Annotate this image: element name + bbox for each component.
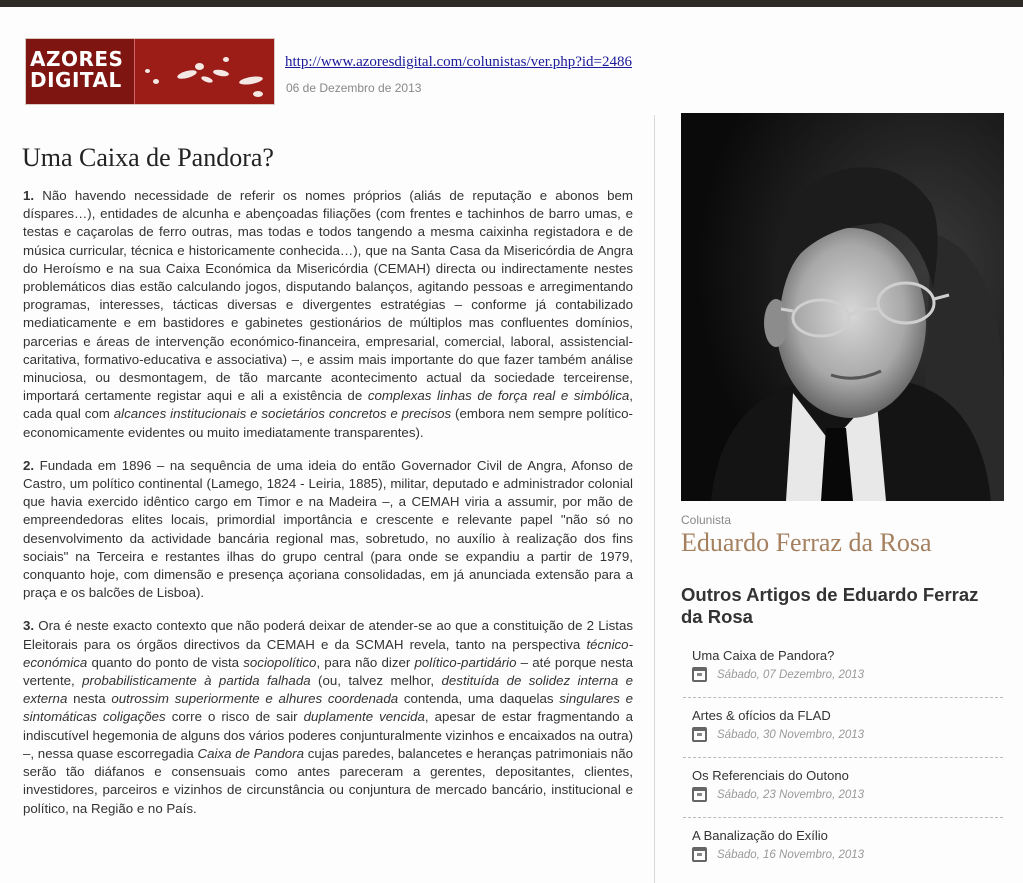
article-paragraph-2: 2. Fundada em 1896 – na sequência de uma ideia do então Governador Civil de Angra, Afonso de Castro, um político continental (Lamego, 1824 - Leiria, 1885), militar, deputado e administrador colonial que havia exercido idêntico cargo em Timor e na Madeira –, a CEMAH viria a assumir, por mão de empreendedoras elites locais, primordial importância e crescente e relevante papel "não só no desenvolvimento da actividade bancária regional mas, sobretudo, no auxílio à realização dos fins sociais" na Terceira e restantes ilhas do grupo central (para onde se expandiu a partir de 1979, conquanto hoje, com dimensão e presença açoriana consolidadas, em já anunciada extensão para a praça e os balcões de Lisboa). <box>23 457 633 601</box>
article-date: Sábado, 07 Dezembro, 2013 <box>692 667 1003 682</box>
list-item[interactable] <box>683 698 1003 758</box>
top-bar <box>0 0 1023 7</box>
calendar-icon <box>692 847 707 862</box>
other-articles-list <box>683 638 1003 878</box>
article-paragraph-1: 1. Não havendo necessidade de referir os nomes próprios (aliás de reputação e abonos bem díspares…), entidades de alcunha e abençoadas filiações (com frentes e tachinhos de barro umas, e testas e caçarolas de ferro outras, mas todas e todos tangendo a mesma caixinha registadora e de música curricular, técnica e historicamente conhecida…), que na Santa Casa da Misericórdia de Angra do Heroísmo e na sua Caixa Económica da Misericórdia (CEMAH) directa ou indirectamente nestes problemáticos dias estão calculando jogos, disputando balanços, agitando pessoas e arregimentando programas, interesses, tácticas diversas e divergentes estratégias – conforme já contabilizado mediaticamente e em bastidores e gabinetes gestionários de múltiplos mas confluentes domínios, parcerias e áreas de intervenção económico-financeira, empresarial, comercial, laboral, assistencial-caritativa, formativo-educativa e associativa) –, e assim mais importante do que fazer também análise minuciosa, ou desmontagem, de tão marcante acontecimento actual da sociedade terceirense, importará certamente registar aqui e ali a existência de complexas linhas de força real e simbólica, cada qual com alcances institucionais e societários concretos e precisos (embora nem sempre político-economicamente evidentes ou muito imediatamente transparentes). <box>23 188 633 440</box>
logo-text <box>26 39 134 104</box>
article-date: Sábado, 30 Novembro, 2013 <box>692 727 1003 742</box>
article-link[interactable]: Artes & ofícios da FLAD <box>692 708 831 723</box>
article-link[interactable]: A Banalização do Exílio <box>692 828 828 843</box>
column-divider <box>654 115 655 883</box>
logo-line-1: AZORES <box>30 47 124 71</box>
azores-digital-logo[interactable] <box>25 38 275 105</box>
publication-date: 06 de Dezembro de 2013 <box>286 81 422 95</box>
author-photo <box>681 113 1004 501</box>
article-date: Sábado, 16 Novembro, 2013 <box>692 847 1003 862</box>
other-articles-heading: Outros Artigos de Eduardo Ferraz da Rosa <box>681 584 979 627</box>
azores-map-icon <box>134 39 274 104</box>
article-paragraph-3: 3. Ora é neste exacto contexto que não poderá deixar de atender-se ao que a constituição de 2 Listas Eleitorais para os órgãos directivos da CEMAH e da SCMAH revela, tanto na perspectiva técnico-económica quanto do ponto de vista sociopolítico, para não dizer político-partidário – até porque nesta vertente, probabilisticamente à partida falhada (ou, talvez melhor, destituída de solidez interna e externa nesta outrossim superiormente e alhures coordenada contenda, uma daquelas singulares e sintomáticas coligações corre o risco de sair duplamente vencida, apesar de estar fragmentando a indiscutível hegemonia de alguns dos vários poderes conjunturalmente vizinhos e encaixados na outra) –, nessa quase escorregadia Caixa de Pandora cujas paredes, balancetes e heranças patrimoniais não serão tão diáfanos e consensuais como antes pareceram a gerentes, depositantes, clientes, investidores, parceiros e vizinhos de circunstância ou conjuntura de mercado bancário, institucional e político, na Região e no País. <box>23 618 634 816</box>
calendar-icon <box>692 787 707 802</box>
article-title: Uma Caixa de Pandora? <box>22 143 274 172</box>
calendar-icon <box>692 667 707 682</box>
logo-line-2: DIGITAL <box>30 68 122 92</box>
article-url-link[interactable]: http://www.azoresdigital.com/colunistas/ver.php?id=2486 <box>285 54 633 70</box>
columnist-label: Colunista <box>681 513 732 527</box>
list-item[interactable] <box>683 818 1003 878</box>
article-date: Sábado, 23 Novembro, 2013 <box>692 787 1003 802</box>
list-item[interactable] <box>683 758 1003 818</box>
article-link[interactable]: Os Referenciais do Outono <box>692 768 849 783</box>
article-link[interactable]: Uma Caixa de Pandora? <box>692 648 835 663</box>
article-body <box>23 187 633 833</box>
calendar-icon <box>692 727 707 742</box>
columnist-name[interactable]: Eduardo Ferraz da Rosa <box>681 528 932 557</box>
list-item[interactable] <box>683 638 1003 698</box>
